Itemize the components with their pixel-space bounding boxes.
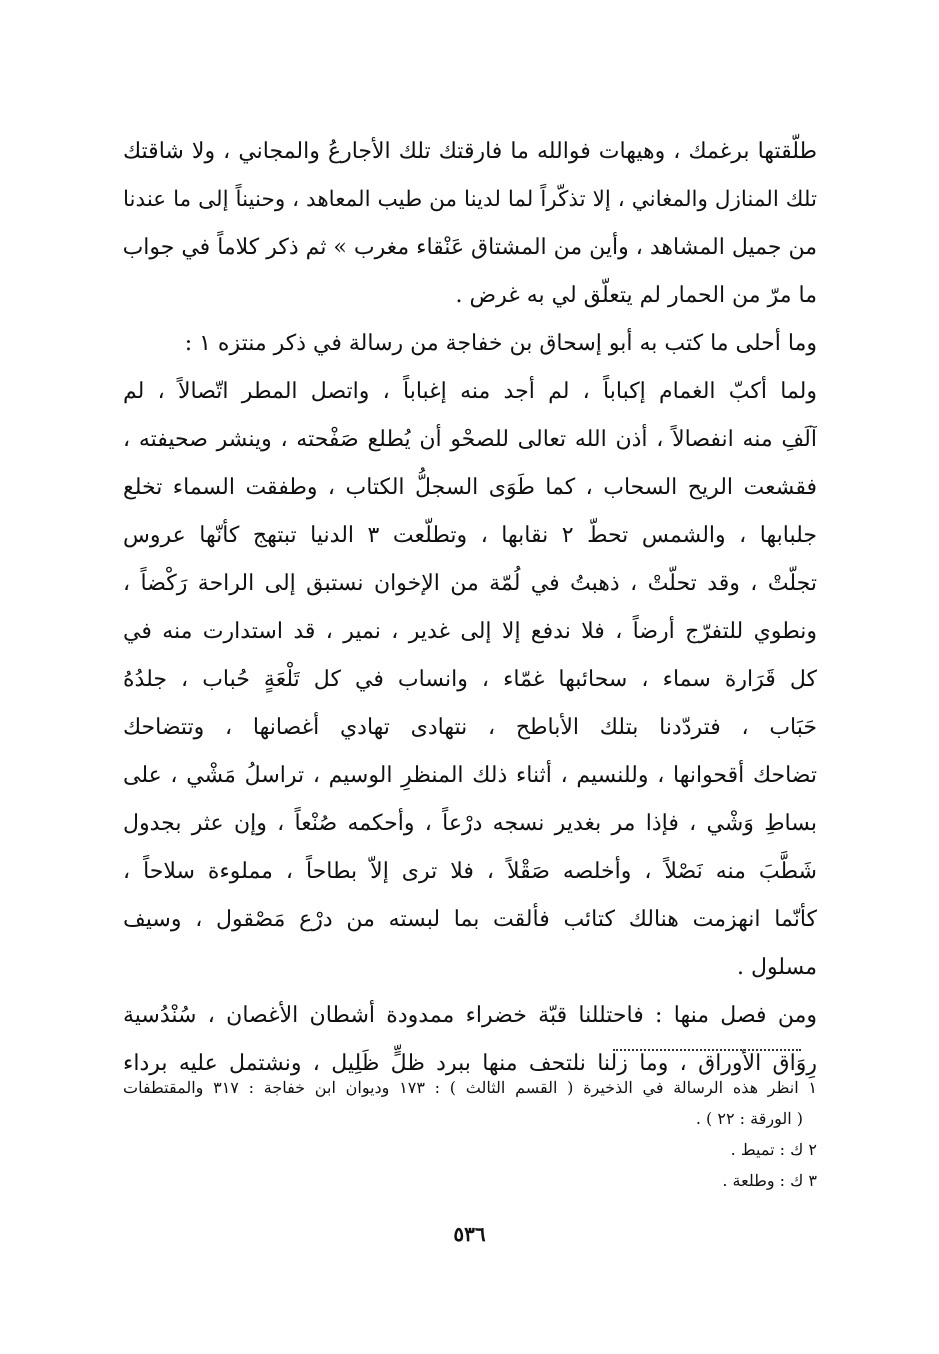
text-line: ولما أكبّ الغمام إكباباً ، لم أجد منه إغباباً ، واتصل المطر اتّصالاً ، لم — [123, 379, 817, 404]
text-line: ومن فصل منها : فاحتللنا قبّة خضراء ممدودة أشطان الأغصان ، سُنْدُسية — [123, 1003, 817, 1028]
text-line: وما أحلى ما كتب به أبو إسحاق بن خفاجة من رسالة في ذكر منتزه ١ : — [184, 331, 817, 356]
text-line: آلَفِ منه انفصالاً ، أذن الله تعالى للصحْو أن يُطلع صَفْحته ، وينشر صحيفته ، — [123, 427, 817, 452]
text-line: كأنّما انهزمت هنالك كتائب فألقت بما لبسته من درْع مَصْقول ، وسيف — [123, 907, 817, 932]
text-line: فقشعت الريح السحاب ، كما طَوَى السجلُّ الكتاب ، وطفقت السماء تخلع — [123, 475, 817, 500]
text-line: ما مرّ من الحمار لم يتعلّق لي به غرض . — [455, 283, 817, 308]
text-line: تجلّتْ ، وقد تحلّتْ ، ذهبتُ في لُمّة من الإخوان نستبق إلى الراحة رَكْضاً ، — [123, 571, 817, 596]
text-line: بساطِ وَشْي ، فإذا مر بغدير نسجه درْعاً ، وأحكمه صُنْعاً ، وإن عثر بجدول — [123, 811, 817, 836]
text-line: تلك المنازل والمغاني ، إلا تذكّراً لما لدينا من طيب المعاهد ، وحنيناً إلى ما عندنا — [123, 187, 817, 212]
footnote-line: ٣ ك : وطلعة . — [722, 1171, 817, 1190]
page-number: ٥٣٦ — [453, 1222, 486, 1246]
text-line: جلبابها ، والشمس تحطّ ٢ نقابها ، وتطلّعت ٣ الدنيا تبتهج كأنّها عروس — [123, 523, 817, 548]
footnote-line: ( الورقة : ٢٢ ) . — [695, 1109, 803, 1128]
footnote-line: ٢ ك : تميط . — [730, 1140, 817, 1159]
text-line: شَطَّبَ منه نَصْلاً ، وأخلصه صَقْلاً ، فلا ترى إلاّ بطاحاً ، مملوءة سلاحاً ، — [123, 859, 817, 884]
text-line: من جميل المشاهد ، وأين من المشتاق عَنْقاء مغرب » ثم ذكر كلاماً في جواب — [123, 235, 817, 260]
main-text — [123, 128, 817, 1088]
text-line: رِوَاق الأوراق ، وما زلنا نلتحف منها ببرد ظلٍّ ظَلِيل ، ونشتمل عليه برداء — [123, 1051, 817, 1076]
footnotes — [123, 1072, 817, 1196]
text-line: طلّقتها برغمك ، وهيهات فوالله ما فارقتك تلك الأجارعُ والمجاني ، ولا شاقتك — [123, 139, 817, 164]
text-line: ونطوي للتفرّج أرضاً ، فلا ندفع إلا إلى غدير ، نمير ، قد استدارت منه في — [123, 619, 817, 644]
text-line: مسلول . — [736, 955, 817, 980]
text-line: كل قَرَارة سماء ، سحائبها غمّاء ، وانساب في كل تَلْعَةٍ حُباب ، جلدُهُ — [123, 667, 817, 692]
footnote-line: ١ انظر هذه الرسالة في الذخيرة ( القسم الثالث ) : ١٧٣ وديوان ابن خفاجة : ٣١٧ والمقتطفات — [123, 1078, 817, 1097]
footnote-separator — [613, 1049, 801, 1051]
text-line: تضاحك أقحوانها ، وللنسيم ، أثناء ذلك المنظرِ الوسيم ، تراسلُ مَشْي ، على — [123, 763, 817, 788]
text-line: حَبَاب ، فتردّدنا بتلك الأباطح ، نتهادى تهادي أغصانها ، وتتضاحك — [123, 715, 817, 740]
